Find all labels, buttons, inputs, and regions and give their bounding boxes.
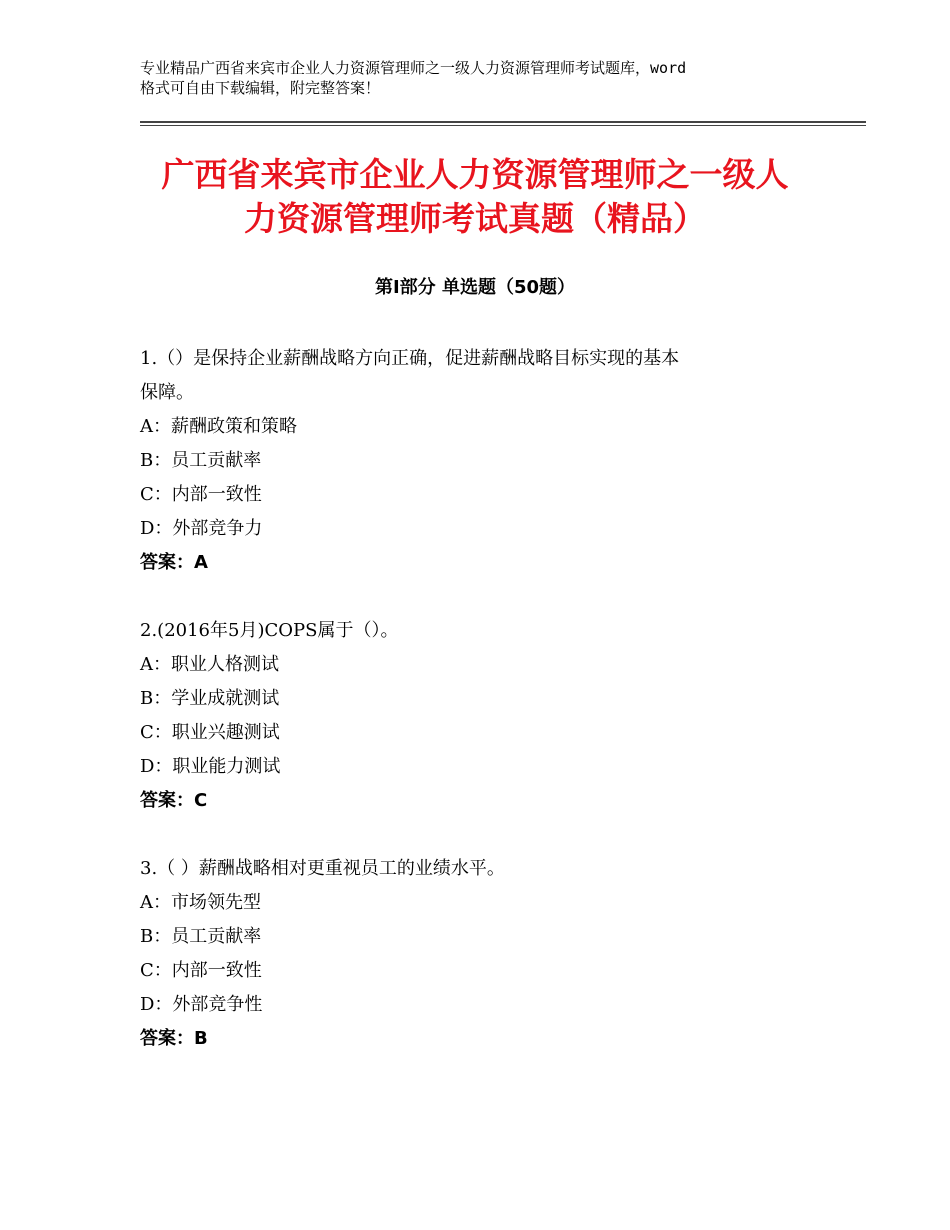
header-note-line-2: 格式可自由下载编辑，附完整答案！ xyxy=(140,79,381,97)
question-stem-continued: 保障。 xyxy=(140,382,194,403)
option-a: A：市场领先型 xyxy=(140,892,261,913)
option-b: B：员工贡献率 xyxy=(140,450,262,471)
option-c: C：职业兴趣测试 xyxy=(140,722,280,743)
header-divider-thick xyxy=(140,121,866,123)
document-title xyxy=(100,153,850,241)
document-title-line-1: 广西省来宾市企业人力资源管理师之一级人 xyxy=(161,155,789,194)
question-list xyxy=(140,342,830,1090)
header-divider-thin xyxy=(140,125,866,126)
answer: 答案：C xyxy=(140,790,208,811)
option-d: D：外部竞争性 xyxy=(140,994,263,1015)
section-title: 第Ⅰ部分 单选题（50题） xyxy=(374,277,575,298)
option-a: A：职业人格测试 xyxy=(140,654,279,675)
header-note xyxy=(140,58,830,98)
document-title-line-2: 力资源管理师考试真题（精品） xyxy=(244,199,706,238)
answer: 答案：B xyxy=(140,1028,208,1049)
answer: 答案：A xyxy=(140,552,208,573)
question-stem: 2.(2016年5月)COPS属于（）。 xyxy=(140,620,399,641)
option-d: D：外部竞争力 xyxy=(140,518,263,539)
option-c: C：内部一致性 xyxy=(140,484,262,505)
option-d: D：职业能力测试 xyxy=(140,756,281,777)
option-b: B：员工贡献率 xyxy=(140,926,262,947)
header-note-line-1: 专业精品广西省来宾市企业人力资源管理师之一级人力资源管理师考试题库，word xyxy=(140,59,687,77)
question-stem: 3.（ ）薪酬战略相对更重视员工的业绩水平。 xyxy=(140,858,505,879)
option-a: A：薪酬政策和策略 xyxy=(140,416,297,437)
question-1 xyxy=(140,342,830,580)
option-b: B：学业成就测试 xyxy=(140,688,280,709)
question-3 xyxy=(140,852,830,1056)
option-c: C：内部一致性 xyxy=(140,960,262,981)
question-2 xyxy=(140,614,830,818)
question-stem: 1.（）是保持企业薪酬战略方向正确，促进薪酬战略目标实现的基本 xyxy=(140,348,680,369)
